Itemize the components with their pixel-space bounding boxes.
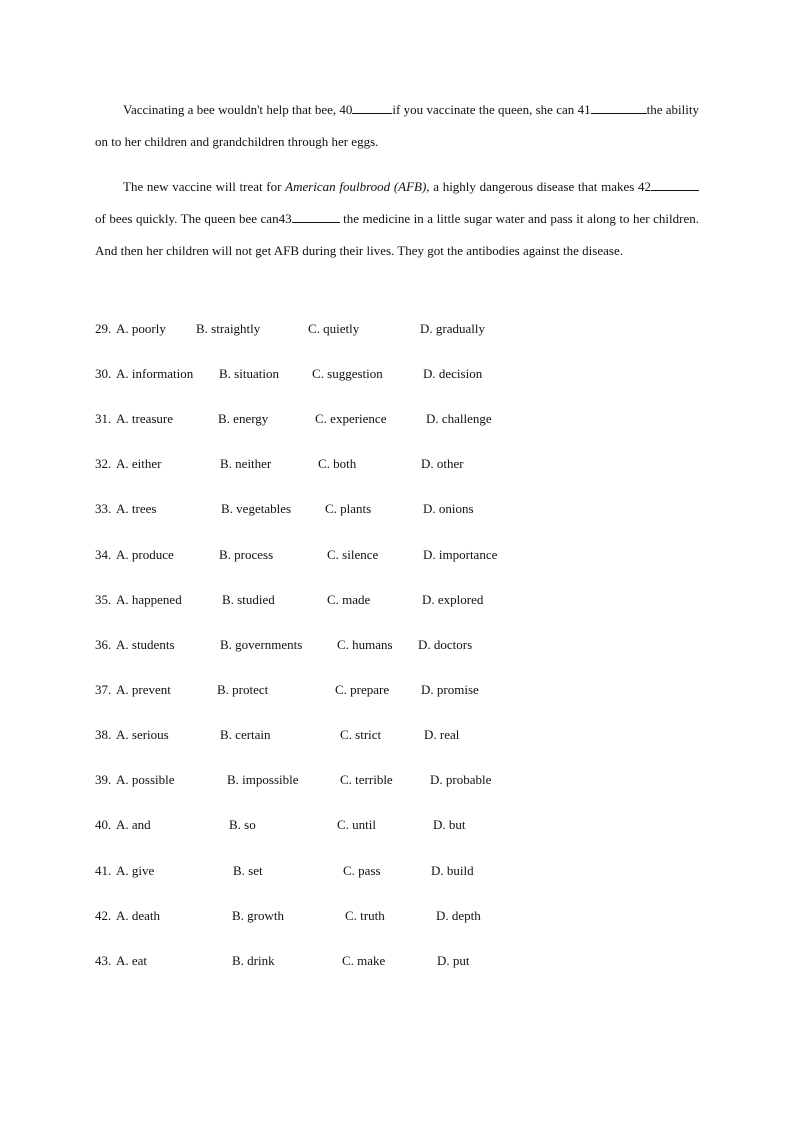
option-b: B. growth [232, 908, 284, 923]
question-42 [95, 908, 715, 928]
option-c: C. humans [337, 637, 393, 652]
option-d: D. put [437, 953, 470, 968]
option-c: C. strict [340, 727, 382, 742]
question-35 [95, 592, 715, 612]
blank-40 [352, 101, 392, 114]
question-number: 35. [95, 592, 112, 607]
question-37 [95, 682, 715, 702]
question-40 [95, 817, 715, 837]
option-b: B. vegetables [221, 501, 292, 516]
passage-text: a highly dangerous disease that makes 42 [429, 179, 651, 194]
question-number: 43. [95, 953, 112, 968]
passage-text: if you vaccinate the queen, she can 41 [392, 102, 591, 117]
option-b: B. protect [217, 682, 269, 697]
question-number: 34. [95, 547, 112, 562]
question-43 [95, 953, 715, 973]
question-number: 29. [95, 321, 112, 336]
option-c: C. experience [315, 411, 387, 426]
option-c: C. both [318, 456, 357, 471]
option-b: B. set [233, 863, 263, 878]
option-c: C. make [342, 953, 386, 968]
option-c: C. truth [345, 908, 385, 923]
question-39 [95, 772, 715, 792]
question-number: 32. [95, 456, 112, 471]
blank-43 [292, 210, 340, 223]
option-d: D. doctors [418, 637, 473, 652]
option-b: B. impossible [227, 772, 299, 787]
option-d: D. explored [422, 592, 484, 607]
option-a: A. produce [116, 547, 174, 562]
passage-text: The new vaccine will treat for [123, 179, 286, 194]
option-b: B. process [219, 547, 274, 562]
question-38 [95, 727, 715, 747]
option-d: D. challenge [426, 411, 492, 426]
disease-term: American foulbrood (AFB), [285, 179, 430, 194]
option-a: A. give [116, 863, 155, 878]
passage-text: of bees quickly. The queen bee can43 [95, 211, 292, 226]
option-d: D. depth [436, 908, 481, 923]
option-d: D. gradually [420, 321, 485, 336]
passage-text: Vaccinating a bee wouldn't help that bee, 40 [123, 102, 353, 117]
option-a: A. either [116, 456, 162, 471]
question-number: 38. [95, 727, 112, 742]
option-a: A. happened [116, 592, 182, 607]
option-b: B. certain [220, 727, 271, 742]
option-d: D. probable [430, 772, 492, 787]
option-d: D. promise [421, 682, 479, 697]
passage-text: the ability on to her children and grandchildren through her eggs. [95, 102, 699, 149]
question-number: 36. [95, 637, 112, 652]
option-c: C. silence [327, 547, 379, 562]
question-number: 37. [95, 682, 112, 697]
blank-41 [591, 101, 647, 114]
question-number: 33. [95, 501, 112, 516]
option-c: C. suggestion [312, 366, 383, 381]
passage-paragraph-2 [95, 171, 699, 267]
option-d: D. other [421, 456, 464, 471]
question-number: 40. [95, 817, 112, 832]
option-a: A. prevent [116, 682, 171, 697]
option-c: C. quietly [308, 321, 360, 336]
option-b: B. straightly [196, 321, 261, 336]
option-b: B. neither [220, 456, 272, 471]
option-c: C. made [327, 592, 371, 607]
option-a: A. eat [116, 953, 148, 968]
option-c: C. prepare [335, 682, 390, 697]
option-a: A. treasure [116, 411, 174, 426]
option-b: B. situation [219, 366, 279, 381]
option-a: A. possible [116, 772, 175, 787]
question-34 [95, 547, 715, 567]
option-a: A. and [116, 817, 151, 832]
passage-paragraph-1 [95, 94, 699, 158]
question-number: 30. [95, 366, 112, 381]
option-b: B. drink [232, 953, 275, 968]
option-c: C. pass [343, 863, 381, 878]
option-a: A. death [116, 908, 161, 923]
option-b: B. so [229, 817, 256, 832]
option-d: D. but [433, 817, 466, 832]
option-a: A. serious [116, 727, 169, 742]
question-41 [95, 863, 715, 883]
question-number: 39. [95, 772, 112, 787]
question-number: 42. [95, 908, 112, 923]
question-number: 31. [95, 411, 112, 426]
option-b: B. energy [218, 411, 269, 426]
option-d: D. onions [423, 501, 474, 516]
option-d: D. build [431, 863, 474, 878]
question-32 [95, 456, 715, 476]
option-a: A. poorly [116, 321, 166, 336]
option-c: C. terrible [340, 772, 393, 787]
question-36 [95, 637, 715, 657]
option-d: D. decision [423, 366, 483, 381]
question-29 [95, 321, 715, 341]
option-a: A. students [116, 637, 175, 652]
question-30 [95, 366, 715, 386]
option-a: A. trees [116, 501, 157, 516]
option-a: A. information [116, 366, 194, 381]
option-c: C. plants [325, 501, 372, 516]
blank-42 [651, 178, 699, 191]
option-b: B. governments [220, 637, 303, 652]
question-31 [95, 411, 715, 431]
option-d: D. importance [423, 547, 498, 562]
question-number: 41. [95, 863, 112, 878]
question-33 [95, 501, 715, 521]
passage-text: the medicine in a little sugar water and pass it along to her children. And then her children will not get AFB during their lives. They got the antibodies against the disease. [95, 211, 699, 258]
option-c: C. until [337, 817, 377, 832]
option-b: B. studied [222, 592, 275, 607]
option-d: D. real [424, 727, 460, 742]
